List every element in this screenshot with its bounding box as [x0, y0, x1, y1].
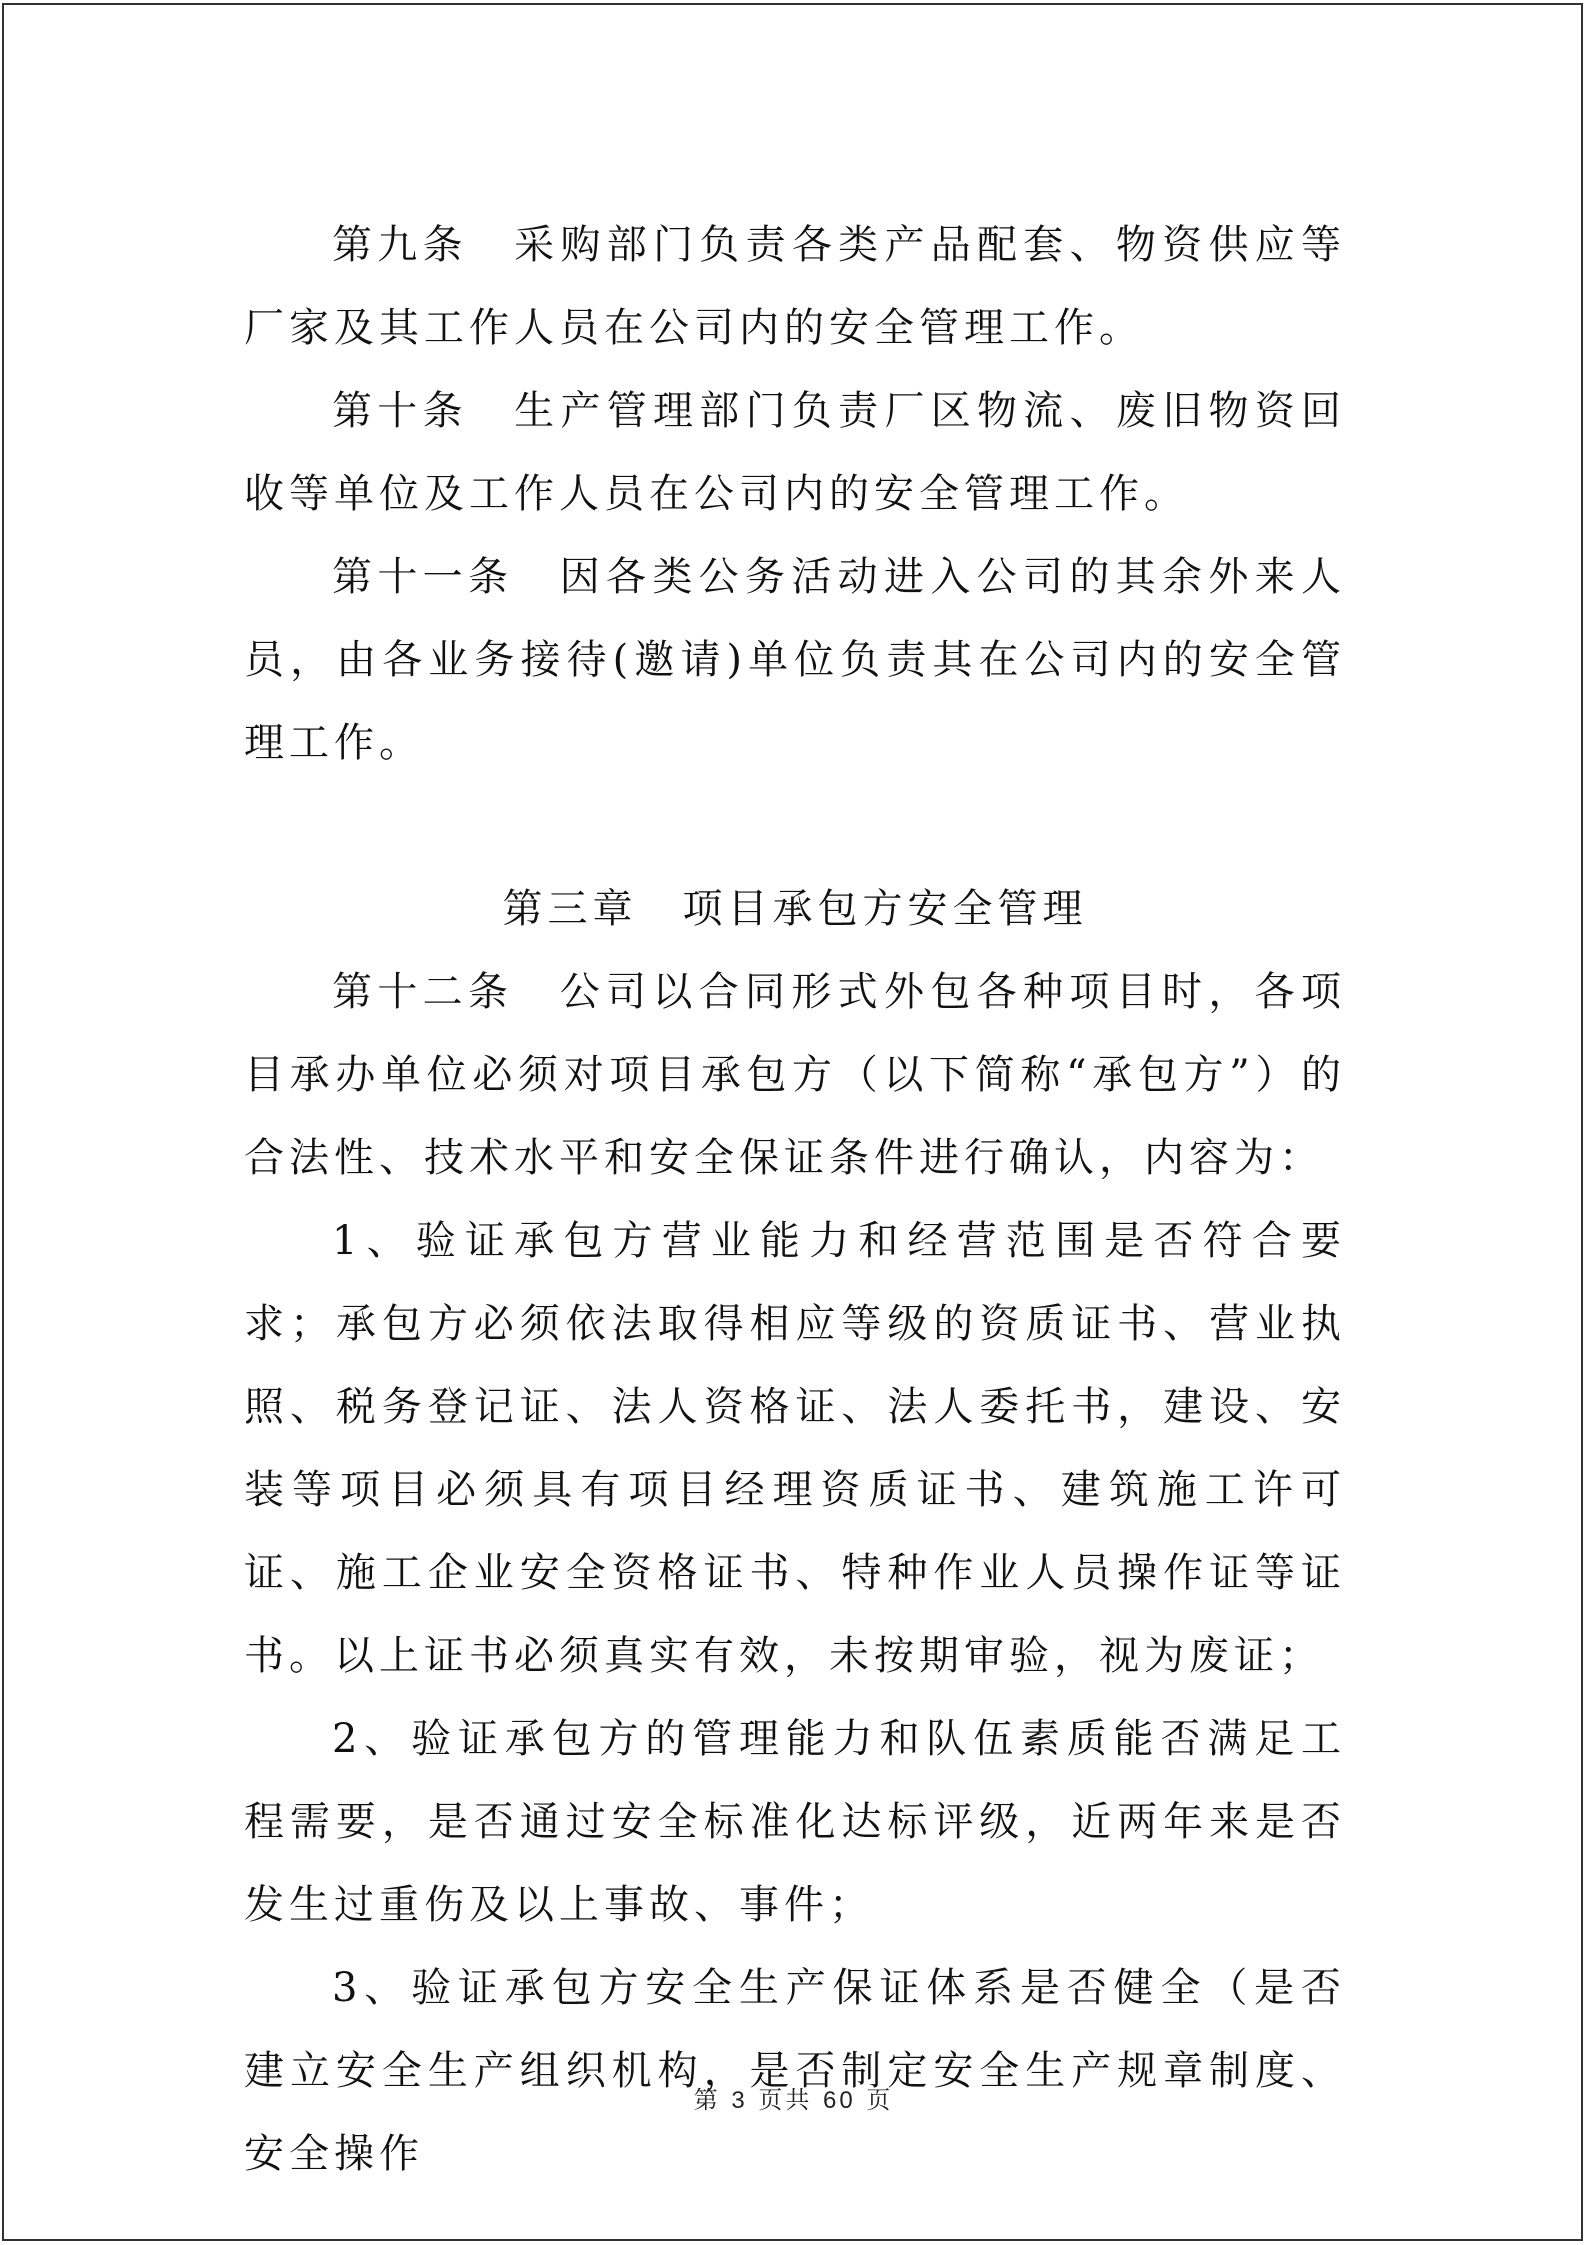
section-gap — [244, 785, 1346, 868]
footer-middle: 页共 — [758, 2086, 813, 2114]
article-number: 第十二条 — [332, 969, 514, 1015]
article-number: 第十条 — [332, 388, 468, 434]
article-text: 采购部门负责各类产品配套、物资供应等厂家及其工作人员在公司内的安全管理工作。 — [244, 222, 1347, 351]
list-item-3: 3、验证承包方安全生产保证体系是否健全（是否建立安全生产组织机构，是否制定安全生产规章制度、安全操作 — [244, 1965, 1346, 2177]
article-9 — [244, 204, 1346, 370]
article-text: 公司以合同形式外包各种项目时，各项目承办单位必须对项目承包方（以下简称“承包方”）的合法性、技术水平和安全保证条件进行确认，内容为： — [244, 969, 1347, 1181]
chapter-title: 第三章 项目承包方安全管理 — [502, 886, 1088, 932]
article-text: 因各类公务活动进入公司的其余外来人员，由各业务接待(邀请)单位负责其在公司内的安全管理工作。 — [244, 554, 1347, 766]
footer-suffix: 页 — [866, 2086, 894, 2114]
article-number: 第十一条 — [332, 554, 514, 600]
article-10 — [244, 370, 1346, 536]
list-item-1: 1、验证承包方营业能力和经营范围是否符合要求；承包方必须依法取得相应等级的资质证书、营业执照、税务登记证、法人资格证、法人委托书，建设、安装等项目必须具有项目经理资质证书、建筑施工许可证、施工企业安全资格证书、特种作业人员操作证等证书。以上证书必须真实有效，未按期审验，视为废证； — [244, 1218, 1346, 1679]
document-body — [244, 204, 1346, 2196]
total-pages: 60 — [822, 2087, 856, 2114]
article-number: 第九条 — [332, 222, 468, 268]
article-11 — [244, 536, 1346, 785]
article-text: 生产管理部门负责厂区物流、废旧物资回收等单位及工作人员在公司内的安全管理工作。 — [244, 388, 1347, 517]
list-item-2: 2、验证承包方的管理能力和队伍素质能否满足工程需要，是否通过安全标准化达标评级，近两年来是否发生过重伤及以上事故、事件； — [244, 1716, 1346, 1928]
footer-prefix: 第 — [693, 2086, 721, 2114]
article-12 — [244, 951, 1346, 1200]
page-footer — [0, 2080, 1587, 2115]
page-number: 3 — [731, 2087, 748, 2114]
